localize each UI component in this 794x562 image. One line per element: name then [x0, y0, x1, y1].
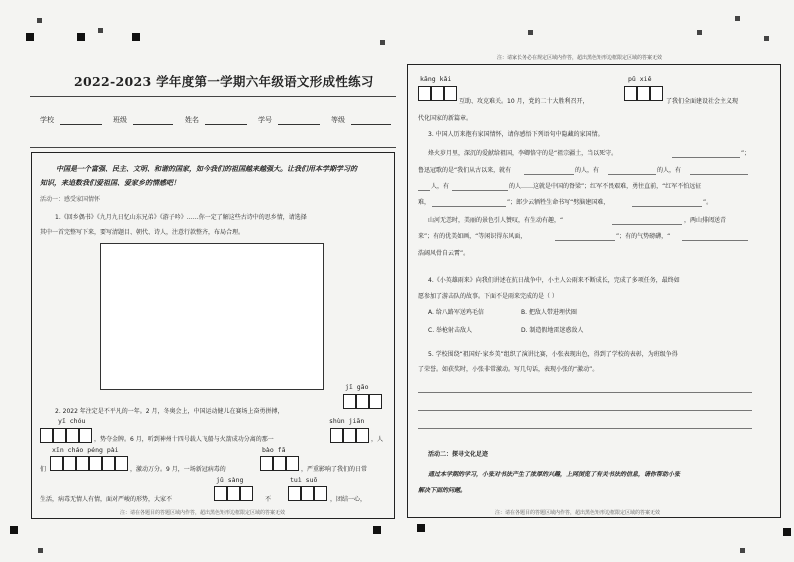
q2-line-3a: 们 [40, 466, 47, 473]
intro-line-1: 中国是一个富强、民主、文明、和谐的国家，如今我们的祖国越来越强大。让我们用本学期学习的 [56, 165, 357, 173]
class-field[interactable] [133, 117, 173, 125]
char-box[interactable] [356, 394, 369, 409]
grade-label: 等级 [331, 116, 345, 124]
char-box[interactable] [356, 428, 369, 443]
q3-line-1: 烽火岁月里，深沉的爱献给祖国，李卿恪守的是“祖宗疆土，当以死守。 [428, 150, 618, 157]
char-box[interactable] [66, 428, 79, 443]
registration-mark [380, 40, 385, 45]
char-box[interactable] [53, 428, 66, 443]
char-box[interactable] [650, 86, 663, 101]
registration-mark [740, 548, 745, 553]
q3-line-2b: 的人，有 [575, 167, 600, 174]
char-box[interactable] [343, 428, 356, 443]
q3-line-6b: ”；有的气势磅礴，“ [616, 233, 671, 240]
char-box[interactable] [40, 428, 53, 443]
answer-line[interactable] [418, 410, 752, 411]
q4-option-c[interactable]: C. 举枪射击敌人 [428, 327, 473, 334]
blank-line[interactable] [690, 174, 748, 175]
char-box[interactable] [330, 428, 343, 443]
q2-line-2-end: ，人 [371, 436, 384, 443]
registration-mark [783, 528, 791, 536]
char-box[interactable] [624, 86, 637, 101]
poem-writing-box[interactable] [100, 243, 324, 390]
q3-line-6a: 来”；有的优美如画，“等闲识得东风面， [418, 233, 527, 240]
q2-line-4a: 生活，病毒无情人有情，面对严峻的形势，大家不 [40, 496, 173, 503]
q3-line-3a: 人，有 [431, 183, 450, 190]
registration-mark [98, 28, 103, 33]
q3-line-4a: 难， [418, 199, 431, 206]
char-box[interactable] [273, 456, 286, 471]
q5-line-2: 了荣誉。如获奖时，小张非常激动。写几句话，表现小张的“激动”。 [418, 366, 599, 373]
registration-mark [417, 524, 425, 532]
blank-line[interactable] [524, 174, 574, 175]
q2-cont-c: 代化国家的新篇章。 [418, 115, 473, 122]
char-box[interactable] [79, 428, 92, 443]
char-box[interactable] [286, 456, 299, 471]
q2-line-2: ，势夺金牌。6 月，听到神州十四号载人飞船与火箭成功分离的那一 [94, 436, 274, 443]
char-box[interactable] [214, 486, 227, 501]
pinyin-tuisuo: tuì suō [290, 476, 318, 484]
q5-line-1: 5. 学校围绕“祖国好·家乡美”组织了演讲比赛，小张表现出色，得到了学校的表彰，为班级争得 [428, 351, 678, 358]
q3-line-1-end: ”； [741, 150, 751, 157]
registration-mark [10, 526, 18, 534]
intro-line-2: 知识，来追数我们爱祖国、爱家乡的情感吧！ [40, 179, 180, 187]
footer-note-right: 注：请在各题目的答题区域内作答，超出黑色矩形边框限定区域的答案无效 [495, 510, 661, 516]
q4-line-1: 4.《小英雄雨来》向我们讲述在抗日战争中，小主人公雨来不断成长，完成了多项任务，最终如 [428, 277, 680, 284]
blank-line[interactable] [418, 190, 430, 191]
blank-line[interactable] [608, 174, 656, 175]
number-field[interactable] [278, 117, 320, 125]
blank-line[interactable] [682, 240, 748, 241]
activity1-heading: 活动一：感受家国情怀 [40, 196, 101, 203]
q3-line-4c: ”。 [703, 199, 713, 206]
char-box[interactable] [288, 486, 301, 501]
name-label: 姓名 [185, 116, 199, 124]
q3-line-5b: ，两山排闼送青 [684, 217, 727, 224]
pinyin-shunjian: shùn jiān [329, 417, 365, 425]
school-label: 学校 [40, 116, 54, 124]
blank-line[interactable] [555, 240, 615, 241]
q4-option-d[interactable]: D. 制造假地雷迷惑敌人 [521, 327, 584, 334]
q3-line-3b: 的人……这就是中国的脊梁”；红军不畏艰难，勇往直前，“红军不怕远征 [509, 183, 702, 190]
school-field[interactable] [60, 117, 102, 125]
pinyin-baofa: bào fā [262, 446, 286, 454]
blank-line[interactable] [432, 206, 506, 207]
char-box[interactable] [102, 456, 115, 471]
char-box[interactable] [314, 486, 327, 501]
class-label: 班级 [113, 116, 127, 124]
name-field[interactable] [205, 117, 247, 125]
char-box[interactable] [431, 86, 444, 101]
registration-mark [77, 33, 85, 41]
registration-mark [38, 548, 43, 553]
answer-line[interactable] [418, 428, 752, 429]
char-box[interactable] [76, 456, 89, 471]
registration-mark [735, 16, 740, 21]
q2-line-4b: 不 [265, 496, 272, 503]
char-box[interactable] [444, 86, 457, 101]
registration-mark [26, 33, 34, 41]
activity2-line-1: 通过本学期的学习，小张对书法产生了浓厚的兴趣，上网浏览了有关书法的信息，请你帮助小张 [428, 471, 681, 478]
grade-field[interactable] [351, 117, 391, 125]
char-box[interactable] [301, 486, 314, 501]
q3-line-4b: ”；郎少云牺牲生命书写“劈脑建国难， [507, 199, 610, 206]
q1-line-1: 1.《回乡偶书》《九月九日忆山东兄弟》《游子吟》……你一定了解这些古诗中的思乡情，请选择 [55, 214, 307, 221]
q2-line-3c: ，严重影响了我们的日常 [301, 466, 368, 473]
registration-mark [37, 18, 42, 23]
q1-line-2: 其中一首完整写下来，要写清题目、朝代、诗人，注意行款整齐，布局合理。 [40, 229, 245, 236]
q2-line-4c: ，团结一心， [330, 496, 367, 503]
char-box[interactable] [343, 394, 356, 409]
char-box[interactable] [637, 86, 650, 101]
pinyin-xinchao: xīn cháo péng pài [52, 446, 119, 454]
char-box[interactable] [227, 486, 240, 501]
q3-line-5: 山河无恙时，美丽的景色引人赞叹，有生动有趣，“ [428, 217, 564, 224]
blank-line[interactable] [672, 157, 740, 158]
registration-mark [697, 30, 702, 35]
pinyin-jusong: jǔ sàng [216, 476, 244, 484]
q2-cont-a: 互助、攻克难关。10 月，党的二十大胜利召开， [459, 98, 589, 105]
char-box[interactable] [50, 456, 63, 471]
registration-mark [764, 36, 769, 41]
q3-line-7: 浩阔风骨自云霄”。 [418, 250, 470, 257]
q3-intro: 3. 中国人历来抱有家国情怀，请你感悟下列语句中隐藏的家国情。 [428, 131, 604, 138]
char-box[interactable] [369, 394, 382, 409]
footer-note-left: 注：请在各题目的答题区域内作答，超出黑色矩形边框限定区域的答案无效 [120, 510, 286, 516]
q4-option-a[interactable]: A. 给八路军送鸡毛信 [428, 309, 484, 316]
registration-mark [528, 30, 533, 35]
char-box[interactable] [240, 486, 253, 501]
number-label: 学号 [258, 116, 272, 124]
header-note: 注：请家长务必在规定区域内作答，超出黑色矩形边框限定区域的答案无效 [497, 55, 663, 61]
q2-line-3b: ，激动万分。9 月，一场新冠病毒的 [130, 466, 226, 473]
char-box[interactable] [89, 456, 102, 471]
char-box[interactable] [418, 86, 431, 101]
page-title: 2022-2023 学年度第一学期六年级语文形成性练习 [74, 74, 374, 89]
q4-line-2: 愿参加了游击队的故事。下面不是雨来完成的是（ ） [418, 293, 558, 300]
registration-mark [132, 33, 140, 41]
pinyin-yichou: yī chóu [58, 417, 86, 425]
activity2-heading: 活动二：探寻文化足迹 [428, 451, 489, 458]
q4-option-b[interactable]: B. 把敌人带进埋伏圈 [521, 309, 577, 316]
answer-line[interactable] [418, 392, 752, 393]
char-box[interactable] [115, 456, 128, 471]
blank-line[interactable] [452, 190, 508, 191]
q2-line-1: 2. 2022 年注定是不平凡的一年。2 月，冬奥会上，中国运动健儿在赛场上奋勇拼搏， [55, 408, 284, 415]
activity2-line-2: 解决下面的问题。 [418, 487, 467, 494]
char-box[interactable] [63, 456, 76, 471]
q2-cont-b: 了我们全面建设社会主义现 [666, 98, 739, 105]
q3-line-2c: 的人，有 [657, 167, 682, 174]
pinyin-jigao: jī gāo [345, 383, 369, 391]
registration-mark [373, 526, 381, 534]
pinyin-kangkai: kāng kǎi [420, 75, 452, 83]
char-box[interactable] [260, 456, 273, 471]
q3-line-2: 鲁迅冠歌的是“我们从古以来，就有 [418, 167, 512, 174]
blank-line[interactable] [632, 206, 702, 207]
pinyin-puxie: pǔ xiě [628, 75, 652, 83]
blank-line[interactable] [612, 224, 682, 225]
